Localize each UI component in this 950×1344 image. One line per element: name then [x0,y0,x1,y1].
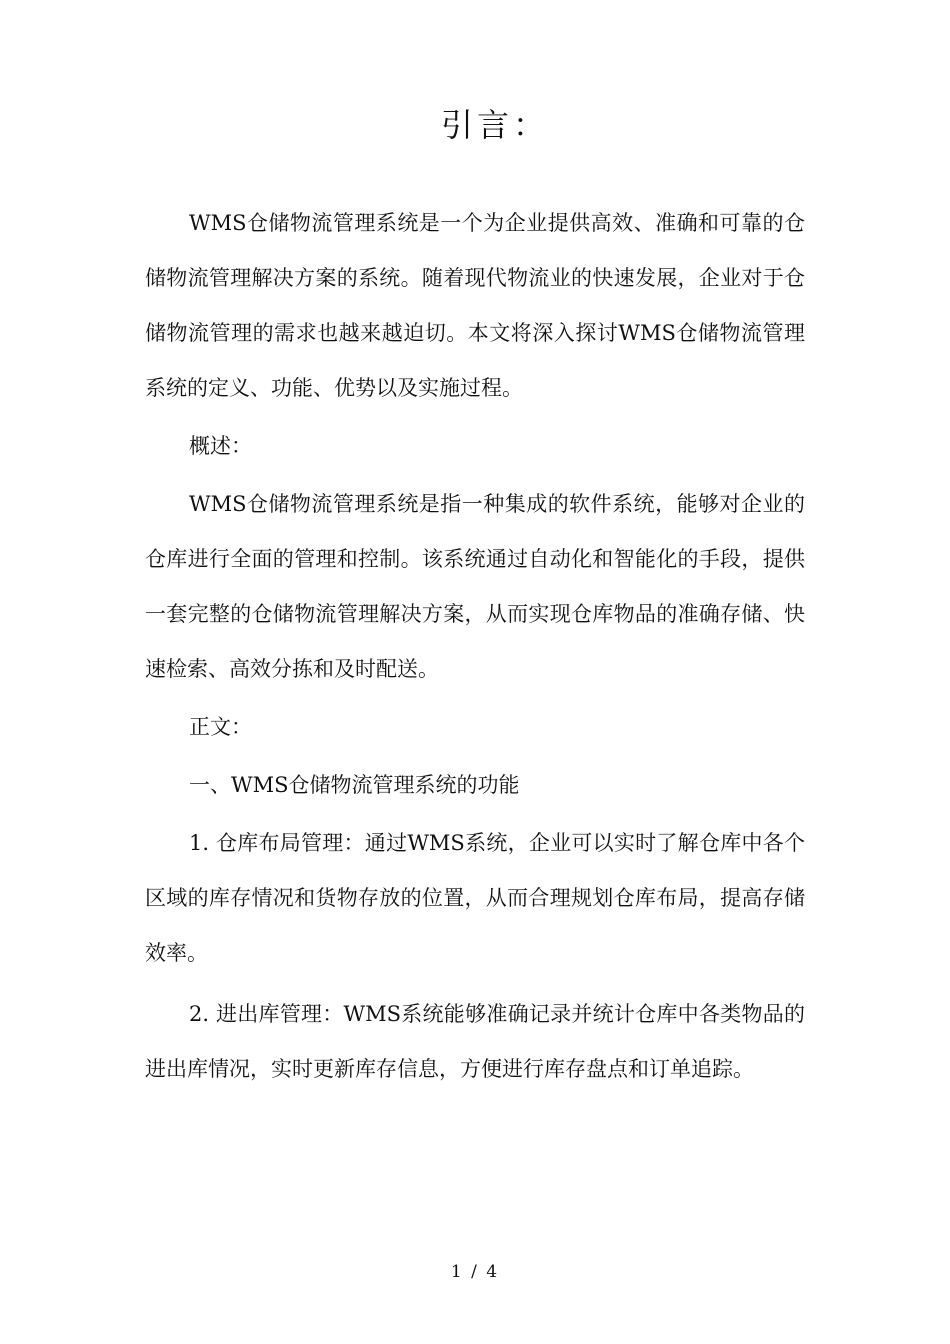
intro-paragraph: WMS仓储物流管理系统是一个为企业提供高效、准确和可靠的仓储物流管理解决方案的系统。随着现代物流业的快速发展，企业对于仓储物流管理的需求也越来越迫切。本文将深入探讨WMS仓储物流管理系统的定义、功能、优势以及实施过程。 [145,211,805,400]
list-item-warehouse-layout: 1. 仓库布局管理：通过WMS系统，企业可以实时了解仓库中各个区域的库存情况和货物存放的位置，从而合理规划仓库布局，提高存储效率。 [145,831,805,965]
overview-heading: 概述： [189,434,252,458]
list-item-inbound-outbound: 2. 进出库管理：WMS系统能够准确记录并统计仓库中各类物品的进出库情况，实时更新库存信息，方便进行库存盘点和订单追踪。 [145,1002,805,1081]
document-title: 引言： [440,106,549,144]
main-text-heading: 正文： [189,715,252,739]
page-number: 1 / 4 [450,1262,500,1282]
section-heading-functions: 一、WMS仓储物流管理系统的功能 [189,773,520,797]
overview-paragraph: WMS仓储物流管理系统是指一种集成的软件系统，能够对企业的仓库进行全面的管理和控制。该系统通过自动化和智能化的手段，提供一套完整的仓储物流管理解决方案，从而实现仓库物品的准确存储、快速检索、高效分拣和及时配送。 [145,492,805,681]
document-body [145,196,805,1097]
